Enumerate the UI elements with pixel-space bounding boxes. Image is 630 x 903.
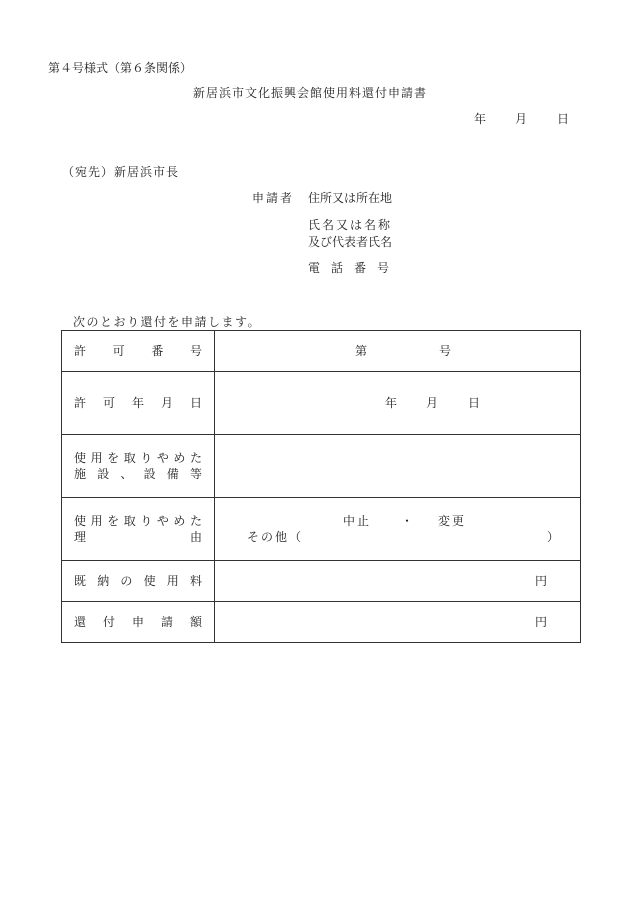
label-char: 納 bbox=[97, 574, 110, 588]
value-refund-amount[interactable] bbox=[215, 602, 581, 643]
label-char: 由 bbox=[189, 530, 202, 544]
value-paid-fee[interactable] bbox=[215, 561, 581, 602]
label-char: 理 bbox=[74, 530, 87, 544]
label-char: や bbox=[156, 514, 169, 528]
label-char: 使 bbox=[143, 574, 156, 588]
form-number: 第４号様式（第６条関係） bbox=[48, 61, 193, 75]
label-char: 設 bbox=[143, 467, 156, 481]
label-char: 番 bbox=[151, 344, 164, 358]
paid-fee-unit: 円 bbox=[535, 574, 548, 588]
label-char: め bbox=[173, 514, 186, 528]
permit-date-year: 年 bbox=[385, 396, 398, 410]
intro-text: 次のとおり還付を申請します。 bbox=[73, 315, 262, 329]
reason-cancel-option[interactable]: 中止 bbox=[343, 514, 372, 528]
label-char: 日 bbox=[189, 396, 202, 410]
label-char: 取 bbox=[123, 514, 136, 528]
label-char: 付 bbox=[102, 615, 115, 629]
label-char: 料 bbox=[189, 574, 202, 588]
refund-amount-unit: 円 bbox=[535, 615, 548, 629]
table-row-refund-amount bbox=[62, 602, 581, 643]
label-char: 月 bbox=[160, 396, 173, 410]
label-char: 可 bbox=[112, 344, 125, 358]
value-reason[interactable] bbox=[215, 498, 581, 561]
label-char: 既 bbox=[74, 574, 87, 588]
applicant-name-label-line2: 及び代表者氏名 bbox=[308, 235, 393, 249]
value-permit-number[interactable] bbox=[215, 331, 581, 372]
table-row-permit-number bbox=[62, 331, 581, 372]
applicant-label: 申請者 bbox=[252, 191, 295, 205]
document-title: 新居浜市文化振興会館使用料還付申請書 bbox=[193, 86, 428, 100]
table-row-permit-date bbox=[62, 372, 581, 435]
label-char: 使 bbox=[74, 514, 87, 528]
label-char: 等 bbox=[189, 467, 202, 481]
label-char: 許 bbox=[74, 396, 87, 410]
label-reason bbox=[62, 498, 215, 561]
label-paid-fee bbox=[62, 561, 215, 602]
label-facilities bbox=[62, 435, 215, 498]
reason-other-close: ） bbox=[547, 530, 560, 544]
label-char: 可 bbox=[102, 396, 115, 410]
label-char: を bbox=[107, 514, 120, 528]
label-char: 額 bbox=[189, 615, 202, 629]
label-char: 、 bbox=[120, 467, 133, 481]
reason-change-option[interactable]: 変更 bbox=[438, 514, 467, 528]
permit-number-prefix: 第 bbox=[355, 344, 368, 358]
label-char: 号 bbox=[189, 344, 202, 358]
label-permit-date bbox=[62, 372, 215, 435]
refund-form-table bbox=[61, 330, 581, 643]
value-facilities[interactable] bbox=[215, 435, 581, 498]
label-char: 用 bbox=[90, 514, 103, 528]
label-char: 還 bbox=[74, 615, 87, 629]
label-char: 取 bbox=[123, 451, 136, 465]
date-day-label: 日 bbox=[557, 112, 570, 126]
label-char: た bbox=[189, 451, 202, 465]
permit-number-suffix: 号 bbox=[439, 344, 452, 358]
table-row-reason bbox=[62, 498, 581, 561]
reason-separator: ・ bbox=[401, 514, 414, 528]
label-char: や bbox=[156, 451, 169, 465]
label-char: 請 bbox=[160, 615, 173, 629]
applicant-phone-label: 電話番号 bbox=[308, 261, 401, 275]
applicant-name-label-line1: 氏名又は名称 bbox=[308, 218, 393, 232]
label-char: 施 bbox=[74, 467, 87, 481]
label-char: 年 bbox=[131, 396, 144, 410]
label-char: た bbox=[189, 514, 202, 528]
permit-date-month: 月 bbox=[426, 396, 439, 410]
label-char: 許 bbox=[74, 344, 87, 358]
table-row-paid-fee bbox=[62, 561, 581, 602]
label-char: を bbox=[107, 451, 120, 465]
label-char: 用 bbox=[90, 451, 103, 465]
label-char: 設 bbox=[97, 467, 110, 481]
applicant-address-label: 住所又は所在地 bbox=[308, 191, 393, 205]
reason-other-option[interactable]: その他（ bbox=[247, 530, 304, 544]
label-char: り bbox=[140, 451, 153, 465]
label-char: 申 bbox=[131, 615, 144, 629]
label-char: 用 bbox=[166, 574, 179, 588]
label-refund-amount bbox=[62, 602, 215, 643]
permit-date-day: 日 bbox=[468, 396, 481, 410]
label-permit-number bbox=[62, 331, 215, 372]
date-year-label: 年 bbox=[474, 112, 487, 126]
label-char: の bbox=[120, 574, 133, 588]
value-permit-date[interactable] bbox=[215, 372, 581, 435]
label-char: 備 bbox=[166, 467, 179, 481]
label-char: 使 bbox=[74, 451, 87, 465]
label-char: め bbox=[173, 451, 186, 465]
date-month-label: 月 bbox=[515, 112, 528, 126]
label-char: り bbox=[140, 514, 153, 528]
addressee: （宛先）新居浜市長 bbox=[62, 165, 180, 179]
table-row-facilities bbox=[62, 435, 581, 498]
